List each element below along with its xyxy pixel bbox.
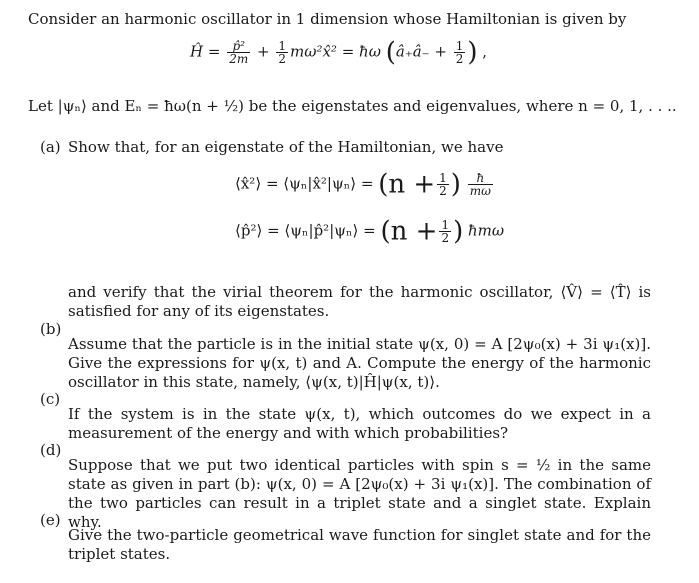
hamiltonian-lhs: Ĥ = [190, 42, 221, 61]
hbar-m-omega: ħmω [468, 221, 505, 240]
hbar-over-mw: $\frac{ħ}{m\omega}$ [469, 171, 491, 198]
p2-expectation: ⟨p̂²⟩ = ⟨ψₙ|p̂²|ψₙ⟩ = [235, 221, 376, 240]
half-fraction: $\frac{1}{2}$ [278, 39, 286, 66]
hamiltonian-equation: Ĥ = $\frac{\text{p̂²}}{2m}$ + $\frac{1}{2}$ mω²x̂² = ħω (â₊â₋ + $\frac{1}{2}$ ) , [190, 37, 488, 68]
momentum-fraction: $\frac{\text{p̂²}}{2m}$ [229, 39, 249, 66]
eigenstates-line: Let |ψₙ⟩ and Eₙ = ħω(n + ½) be the eigenstates and eigenvalues, where n = 0, 1, . . .. [28, 97, 677, 115]
part-b-text: Assume that the particle is in the initial state ψ(x, 0) = A [2ψ₀(x) + 3i ψ₁(x)]. Give the expressions for ψ(x, t) and A. Compute the energy of the harmonic oscillator in this state, namely, ⟨ψ(x, t)|Ĥ|ψ(x, t)⟩. [68, 335, 651, 391]
part-c-label: (c) [40, 390, 61, 408]
potential-term: mω²x̂² = ħω [290, 42, 381, 61]
intro-text: Consider an harmonic oscillator in 1 dimension whose Hamiltonian is given by [28, 10, 627, 28]
part-a-equation-x2: ⟨x̂²⟩ = ⟨ψₙ|x̂²|ψₙ⟩ = (n + $\frac{1}{2}$ ) $\frac{ħ}{m\omega}$ [235, 169, 491, 200]
p2-half-fraction: $\frac{1}{2}$ [441, 218, 450, 245]
part-e-text: Give the two-particle geometrical wave function for singlet state and for the triplet states. [68, 526, 651, 563]
part-a-virial-text: and verify that the virial theorem for the harmonic oscillator, ⟨V̂⟩ = ⟨T̂⟩ is satisfied for any of its eigenstates. [68, 283, 651, 320]
part-d-text: Suppose that we put two identical particles with spin s = ½ in the same state as given in part (b): ψ(x, 0) = A [2ψ₀(x) + 3i ψ₁(x)]. The combination of the two particles can result in a triplet state and a singlet state. Explain why. [68, 456, 651, 531]
x2-half-fraction: $\frac{1}{2}$ [439, 171, 447, 198]
ladder-operators: â₊â₋ + [395, 42, 447, 61]
part-a-equation-p2: ⟨p̂²⟩ = ⟨ψₙ|p̂²|ψₙ⟩ = (n + $\frac{1}{2}$ ) ħmω [235, 216, 505, 247]
part-e-label: (e) [40, 511, 61, 529]
part-a-text: Show that, for an eigenstate of the Hamiltonian, we have [68, 138, 504, 156]
part-a-label: (a) [40, 138, 61, 156]
part-b-label: (b) [40, 320, 62, 338]
part-d-label: (d) [40, 441, 62, 459]
x2-expectation: ⟨x̂²⟩ = ⟨ψₙ|x̂²|ψₙ⟩ = [235, 174, 374, 193]
zero-point-fraction: $\frac{1}{2}$ [455, 39, 464, 66]
part-c-text: If the system is in the state ψ(x, t), which outcomes do we expect in a measurement of the energy and with which probabilities? [68, 405, 651, 442]
